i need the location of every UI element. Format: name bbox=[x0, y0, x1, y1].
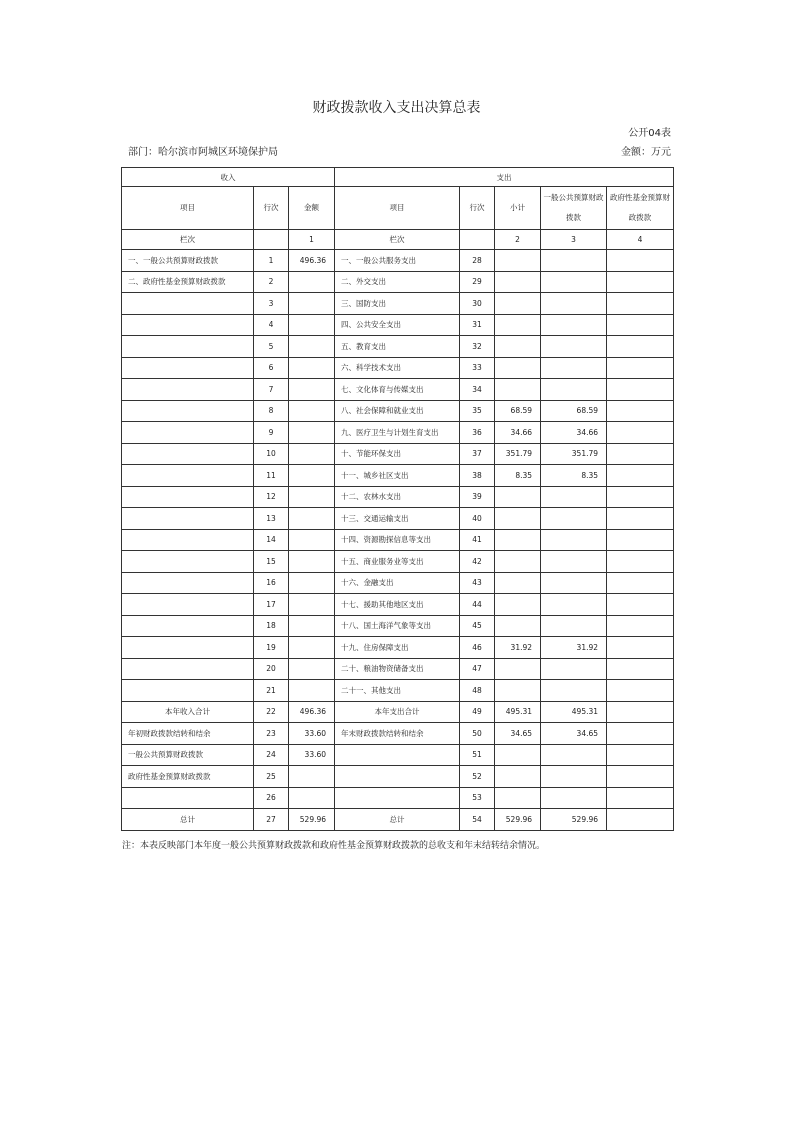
expense-item-cell: 年末财政拨款结转和结余 bbox=[335, 723, 460, 745]
income-line-cell: 14 bbox=[254, 529, 289, 551]
income-line-cell: 22 bbox=[254, 701, 289, 723]
expense-item-cell: 八、社会保障和就业支出 bbox=[335, 400, 460, 422]
expense-line-cell: 36 bbox=[460, 422, 495, 444]
expense-fund-cell bbox=[607, 336, 674, 358]
income-amount-cell: 496.36 bbox=[289, 701, 335, 723]
table-row bbox=[122, 572, 674, 594]
expense-subtotal-cell bbox=[495, 594, 541, 616]
table-row bbox=[122, 336, 674, 358]
expense-line-cell: 29 bbox=[460, 271, 495, 293]
footnote: 注：本表反映部门本年度一般公共预算财政拨款和政府性基金预算财政拨款的总收支和年末结转结余情况。 bbox=[122, 841, 546, 851]
expense-line-cell: 49 bbox=[460, 701, 495, 723]
header-income-line: 行次 bbox=[254, 187, 289, 230]
income-item-cell bbox=[122, 422, 254, 444]
expense-fund-cell bbox=[607, 766, 674, 788]
income-amount-cell bbox=[289, 680, 335, 702]
expense-line-cell: 52 bbox=[460, 766, 495, 788]
expense-fund-cell bbox=[607, 465, 674, 487]
income-amount-cell: 33.60 bbox=[289, 744, 335, 766]
table-row bbox=[122, 443, 674, 465]
header-expense-line: 行次 bbox=[460, 187, 495, 230]
expense-item-cell: 十三、交通运输支出 bbox=[335, 508, 460, 530]
income-line-cell: 21 bbox=[254, 680, 289, 702]
table-row bbox=[122, 465, 674, 487]
income-line-cell: 18 bbox=[254, 615, 289, 637]
expense-item-cell: 四、公共安全支出 bbox=[335, 314, 460, 336]
table-row bbox=[122, 551, 674, 573]
expense-item-cell bbox=[335, 766, 460, 788]
expense-line-cell: 39 bbox=[460, 486, 495, 508]
expense-fund-cell bbox=[607, 572, 674, 594]
income-line-cell: 6 bbox=[254, 357, 289, 379]
expense-line-cell: 48 bbox=[460, 680, 495, 702]
income-item-cell bbox=[122, 529, 254, 551]
income-amount-cell bbox=[289, 443, 335, 465]
expense-line-cell: 43 bbox=[460, 572, 495, 594]
header-expense-fund: 政府性基金预算财政拨款 bbox=[607, 187, 674, 230]
expense-general-cell bbox=[541, 486, 607, 508]
index-expense-general: 3 bbox=[541, 230, 607, 250]
expense-general-cell bbox=[541, 572, 607, 594]
table-row bbox=[122, 422, 674, 444]
expense-general-cell: 351.79 bbox=[541, 443, 607, 465]
income-item-cell bbox=[122, 336, 254, 358]
income-item-cell: 本年收入合计 bbox=[122, 701, 254, 723]
expense-subtotal-cell: 8.35 bbox=[495, 465, 541, 487]
expense-general-cell bbox=[541, 658, 607, 680]
expense-item-cell: 十七、援助其他地区支出 bbox=[335, 594, 460, 616]
expense-fund-cell bbox=[607, 787, 674, 809]
expense-fund-cell bbox=[607, 637, 674, 659]
expense-line-cell: 42 bbox=[460, 551, 495, 573]
income-line-cell: 10 bbox=[254, 443, 289, 465]
income-item-cell bbox=[122, 293, 254, 315]
table-row bbox=[122, 723, 674, 745]
income-amount-cell bbox=[289, 293, 335, 315]
income-item-cell bbox=[122, 400, 254, 422]
expense-item-cell: 十九、住房保障支出 bbox=[335, 637, 460, 659]
expense-general-cell bbox=[541, 508, 607, 530]
expense-fund-cell bbox=[607, 529, 674, 551]
expense-line-cell: 35 bbox=[460, 400, 495, 422]
expense-subtotal-cell bbox=[495, 551, 541, 573]
expense-item-cell: 一、一般公共服务支出 bbox=[335, 250, 460, 272]
table-row bbox=[122, 314, 674, 336]
income-line-cell: 24 bbox=[254, 744, 289, 766]
expense-subtotal-cell bbox=[495, 486, 541, 508]
expense-fund-cell bbox=[607, 357, 674, 379]
expense-subtotal-cell bbox=[495, 766, 541, 788]
expense-line-cell: 46 bbox=[460, 637, 495, 659]
income-line-cell: 25 bbox=[254, 766, 289, 788]
table-row bbox=[122, 400, 674, 422]
expense-general-cell bbox=[541, 357, 607, 379]
expense-item-cell: 本年支出合计 bbox=[335, 701, 460, 723]
table-row bbox=[122, 529, 674, 551]
expense-item-cell: 十二、农林水支出 bbox=[335, 486, 460, 508]
expense-general-cell bbox=[541, 594, 607, 616]
table-row bbox=[122, 357, 674, 379]
income-item-cell bbox=[122, 572, 254, 594]
expense-subtotal-cell bbox=[495, 357, 541, 379]
budget-summary-table bbox=[121, 167, 674, 831]
expense-item-cell: 十一、城乡社区支出 bbox=[335, 465, 460, 487]
expense-line-cell: 30 bbox=[460, 293, 495, 315]
income-item-cell bbox=[122, 314, 254, 336]
expense-line-cell: 38 bbox=[460, 465, 495, 487]
expense-subtotal-cell bbox=[495, 680, 541, 702]
income-amount-cell bbox=[289, 508, 335, 530]
income-section-header: 收入 bbox=[122, 168, 335, 187]
header-expense-subtotal: 小计 bbox=[495, 187, 541, 230]
expense-line-cell: 34 bbox=[460, 379, 495, 401]
section-header-row bbox=[122, 168, 674, 187]
income-amount-cell bbox=[289, 787, 335, 809]
expense-line-cell: 53 bbox=[460, 787, 495, 809]
income-line-cell: 8 bbox=[254, 400, 289, 422]
expense-general-cell bbox=[541, 615, 607, 637]
expense-general-cell: 34.65 bbox=[541, 723, 607, 745]
expense-fund-cell bbox=[607, 250, 674, 272]
expense-fund-cell bbox=[607, 723, 674, 745]
expense-subtotal-cell bbox=[495, 250, 541, 272]
expense-subtotal-cell: 495.31 bbox=[495, 701, 541, 723]
income-line-cell: 17 bbox=[254, 594, 289, 616]
income-amount-cell bbox=[289, 271, 335, 293]
income-line-cell: 7 bbox=[254, 379, 289, 401]
expense-subtotal-cell bbox=[495, 658, 541, 680]
expense-general-cell: 31.92 bbox=[541, 637, 607, 659]
header-expense-item: 项目 bbox=[335, 187, 460, 230]
expense-fund-cell bbox=[607, 400, 674, 422]
expense-line-cell: 32 bbox=[460, 336, 495, 358]
income-amount-cell bbox=[289, 422, 335, 444]
expense-subtotal-cell bbox=[495, 529, 541, 551]
expense-fund-cell bbox=[607, 508, 674, 530]
expense-general-cell: 495.31 bbox=[541, 701, 607, 723]
expense-fund-cell bbox=[607, 379, 674, 401]
expense-line-cell: 44 bbox=[460, 594, 495, 616]
expense-general-cell bbox=[541, 551, 607, 573]
income-amount-cell bbox=[289, 336, 335, 358]
unit-label: 金额：万元 bbox=[621, 147, 671, 158]
expense-item-cell: 十、节能环保支出 bbox=[335, 443, 460, 465]
expense-fund-cell bbox=[607, 615, 674, 637]
table-row bbox=[122, 271, 674, 293]
income-line-cell: 20 bbox=[254, 658, 289, 680]
income-line-cell: 2 bbox=[254, 271, 289, 293]
index-expense-fund: 4 bbox=[607, 230, 674, 250]
income-amount-cell: 529.96 bbox=[289, 809, 335, 831]
expense-fund-cell bbox=[607, 271, 674, 293]
expense-item-cell: 九、医疗卫生与计划生育支出 bbox=[335, 422, 460, 444]
income-line-cell: 4 bbox=[254, 314, 289, 336]
expense-item-cell: 二十、粮油物资储备支出 bbox=[335, 658, 460, 680]
income-line-cell: 1 bbox=[254, 250, 289, 272]
table-row bbox=[122, 250, 674, 272]
income-amount-cell bbox=[289, 615, 335, 637]
expense-line-cell: 54 bbox=[460, 809, 495, 831]
income-item-cell bbox=[122, 465, 254, 487]
index-expense-line bbox=[460, 230, 495, 250]
header-expense-general: 一般公共预算财政拨款 bbox=[541, 187, 607, 230]
expense-line-cell: 31 bbox=[460, 314, 495, 336]
table-row bbox=[122, 680, 674, 702]
income-line-cell: 11 bbox=[254, 465, 289, 487]
income-item-cell bbox=[122, 658, 254, 680]
expense-fund-cell bbox=[607, 658, 674, 680]
expense-line-cell: 28 bbox=[460, 250, 495, 272]
expense-line-cell: 41 bbox=[460, 529, 495, 551]
expense-fund-cell bbox=[607, 443, 674, 465]
index-income-line bbox=[254, 230, 289, 250]
income-amount-cell bbox=[289, 766, 335, 788]
income-item-cell bbox=[122, 508, 254, 530]
table-row bbox=[122, 809, 674, 831]
expense-item-cell: 六、科学技术支出 bbox=[335, 357, 460, 379]
expense-subtotal-cell bbox=[495, 615, 541, 637]
expense-item-cell: 十五、商业服务业等支出 bbox=[335, 551, 460, 573]
income-amount-cell: 496.36 bbox=[289, 250, 335, 272]
expense-fund-cell bbox=[607, 701, 674, 723]
expense-item-cell: 五、教育支出 bbox=[335, 336, 460, 358]
table-row bbox=[122, 379, 674, 401]
expense-subtotal-cell bbox=[495, 271, 541, 293]
table-row bbox=[122, 486, 674, 508]
income-item-cell bbox=[122, 551, 254, 573]
income-amount-cell bbox=[289, 551, 335, 573]
income-item-cell: 政府性基金预算财政拨款 bbox=[122, 766, 254, 788]
expense-line-cell: 40 bbox=[460, 508, 495, 530]
income-amount-cell bbox=[289, 658, 335, 680]
expense-item-cell bbox=[335, 744, 460, 766]
form-number: 公开04表 bbox=[628, 128, 671, 139]
expense-fund-cell bbox=[607, 551, 674, 573]
expense-general-cell bbox=[541, 379, 607, 401]
income-item-cell bbox=[122, 615, 254, 637]
expense-line-cell: 37 bbox=[460, 443, 495, 465]
expense-general-cell bbox=[541, 314, 607, 336]
index-expense-subtotal: 2 bbox=[495, 230, 541, 250]
header-income-item: 项目 bbox=[122, 187, 254, 230]
expense-item-cell: 十八、国土海洋气象等支出 bbox=[335, 615, 460, 637]
table-row bbox=[122, 615, 674, 637]
index-expense-item: 栏次 bbox=[335, 230, 460, 250]
table-row bbox=[122, 637, 674, 659]
income-line-cell: 19 bbox=[254, 637, 289, 659]
table-row bbox=[122, 766, 674, 788]
expense-line-cell: 45 bbox=[460, 615, 495, 637]
income-item-cell: 一、一般公共预算财政拨款 bbox=[122, 250, 254, 272]
expense-fund-cell bbox=[607, 293, 674, 315]
index-income-item: 栏次 bbox=[122, 230, 254, 250]
income-item-cell bbox=[122, 357, 254, 379]
income-item-cell bbox=[122, 486, 254, 508]
income-line-cell: 5 bbox=[254, 336, 289, 358]
income-item-cell bbox=[122, 637, 254, 659]
income-amount-cell bbox=[289, 379, 335, 401]
income-line-cell: 16 bbox=[254, 572, 289, 594]
income-item-cell bbox=[122, 443, 254, 465]
expense-subtotal-cell bbox=[495, 744, 541, 766]
expense-item-cell: 十四、资源勘探信息等支出 bbox=[335, 529, 460, 551]
table-row bbox=[122, 658, 674, 680]
income-line-cell: 26 bbox=[254, 787, 289, 809]
expense-fund-cell bbox=[607, 314, 674, 336]
table-row bbox=[122, 787, 674, 809]
table-row bbox=[122, 293, 674, 315]
income-amount-cell bbox=[289, 594, 335, 616]
expense-fund-cell bbox=[607, 680, 674, 702]
expense-general-cell bbox=[541, 680, 607, 702]
income-line-cell: 13 bbox=[254, 508, 289, 530]
department-label: 部门：哈尔滨市阿城区环境保护局 bbox=[128, 147, 278, 158]
income-item-cell: 一般公共预算财政拨款 bbox=[122, 744, 254, 766]
expense-subtotal-cell: 529.96 bbox=[495, 809, 541, 831]
expense-item-cell: 七、文化体育与传媒支出 bbox=[335, 379, 460, 401]
income-line-cell: 27 bbox=[254, 809, 289, 831]
expense-general-cell: 34.66 bbox=[541, 422, 607, 444]
expense-general-cell bbox=[541, 271, 607, 293]
expense-subtotal-cell bbox=[495, 379, 541, 401]
expense-subtotal-cell bbox=[495, 314, 541, 336]
income-amount-cell bbox=[289, 486, 335, 508]
expense-line-cell: 50 bbox=[460, 723, 495, 745]
expense-item-cell: 二十一、其他支出 bbox=[335, 680, 460, 702]
expense-fund-cell bbox=[607, 486, 674, 508]
expense-fund-cell bbox=[607, 809, 674, 831]
income-amount-cell bbox=[289, 465, 335, 487]
expense-general-cell: 8.35 bbox=[541, 465, 607, 487]
table-row bbox=[122, 744, 674, 766]
expense-line-cell: 33 bbox=[460, 357, 495, 379]
income-amount-cell bbox=[289, 357, 335, 379]
expense-item-cell: 十六、金融支出 bbox=[335, 572, 460, 594]
income-item-cell: 年初财政拨款结转和结余 bbox=[122, 723, 254, 745]
income-line-cell: 15 bbox=[254, 551, 289, 573]
expense-general-cell bbox=[541, 744, 607, 766]
expense-section-header: 支出 bbox=[335, 168, 674, 187]
expense-subtotal-cell: 34.65 bbox=[495, 723, 541, 745]
column-header-row bbox=[122, 187, 674, 230]
header-income-amount: 金额 bbox=[289, 187, 335, 230]
table-row bbox=[122, 508, 674, 530]
report-title: 财政拨款收入支出决算总表 bbox=[312, 100, 481, 116]
expense-item-cell: 总计 bbox=[335, 809, 460, 831]
income-item-cell: 总计 bbox=[122, 809, 254, 831]
income-item-cell: 二、政府性基金预算财政拨款 bbox=[122, 271, 254, 293]
income-line-cell: 9 bbox=[254, 422, 289, 444]
expense-line-cell: 51 bbox=[460, 744, 495, 766]
income-amount-cell bbox=[289, 572, 335, 594]
expense-general-cell: 68.59 bbox=[541, 400, 607, 422]
income-item-cell bbox=[122, 379, 254, 401]
expense-general-cell bbox=[541, 787, 607, 809]
index-income-amount: 1 bbox=[289, 230, 335, 250]
expense-subtotal-cell: 68.59 bbox=[495, 400, 541, 422]
expense-subtotal-cell: 31.92 bbox=[495, 637, 541, 659]
income-amount-cell bbox=[289, 529, 335, 551]
expense-fund-cell bbox=[607, 422, 674, 444]
expense-general-cell bbox=[541, 250, 607, 272]
expense-line-cell: 47 bbox=[460, 658, 495, 680]
income-amount-cell bbox=[289, 400, 335, 422]
expense-subtotal-cell: 34.66 bbox=[495, 422, 541, 444]
income-line-cell: 3 bbox=[254, 293, 289, 315]
expense-subtotal-cell bbox=[495, 293, 541, 315]
expense-item-cell: 二、外交支出 bbox=[335, 271, 460, 293]
income-amount-cell bbox=[289, 637, 335, 659]
income-item-cell bbox=[122, 594, 254, 616]
expense-fund-cell bbox=[607, 744, 674, 766]
income-line-cell: 12 bbox=[254, 486, 289, 508]
expense-general-cell: 529.96 bbox=[541, 809, 607, 831]
expense-subtotal-cell bbox=[495, 572, 541, 594]
income-item-cell bbox=[122, 680, 254, 702]
income-amount-cell bbox=[289, 314, 335, 336]
income-line-cell: 23 bbox=[254, 723, 289, 745]
table-row bbox=[122, 594, 674, 616]
expense-general-cell bbox=[541, 336, 607, 358]
expense-subtotal-cell bbox=[495, 508, 541, 530]
table-row bbox=[122, 701, 674, 723]
expense-general-cell bbox=[541, 293, 607, 315]
expense-subtotal-cell bbox=[495, 787, 541, 809]
income-amount-cell: 33.60 bbox=[289, 723, 335, 745]
expense-general-cell bbox=[541, 529, 607, 551]
expense-item-cell: 三、国防支出 bbox=[335, 293, 460, 315]
expense-subtotal-cell: 351.79 bbox=[495, 443, 541, 465]
expense-fund-cell bbox=[607, 594, 674, 616]
expense-item-cell bbox=[335, 787, 460, 809]
expense-subtotal-cell bbox=[495, 336, 541, 358]
column-index-row bbox=[122, 230, 674, 250]
income-item-cell bbox=[122, 787, 254, 809]
expense-general-cell bbox=[541, 766, 607, 788]
